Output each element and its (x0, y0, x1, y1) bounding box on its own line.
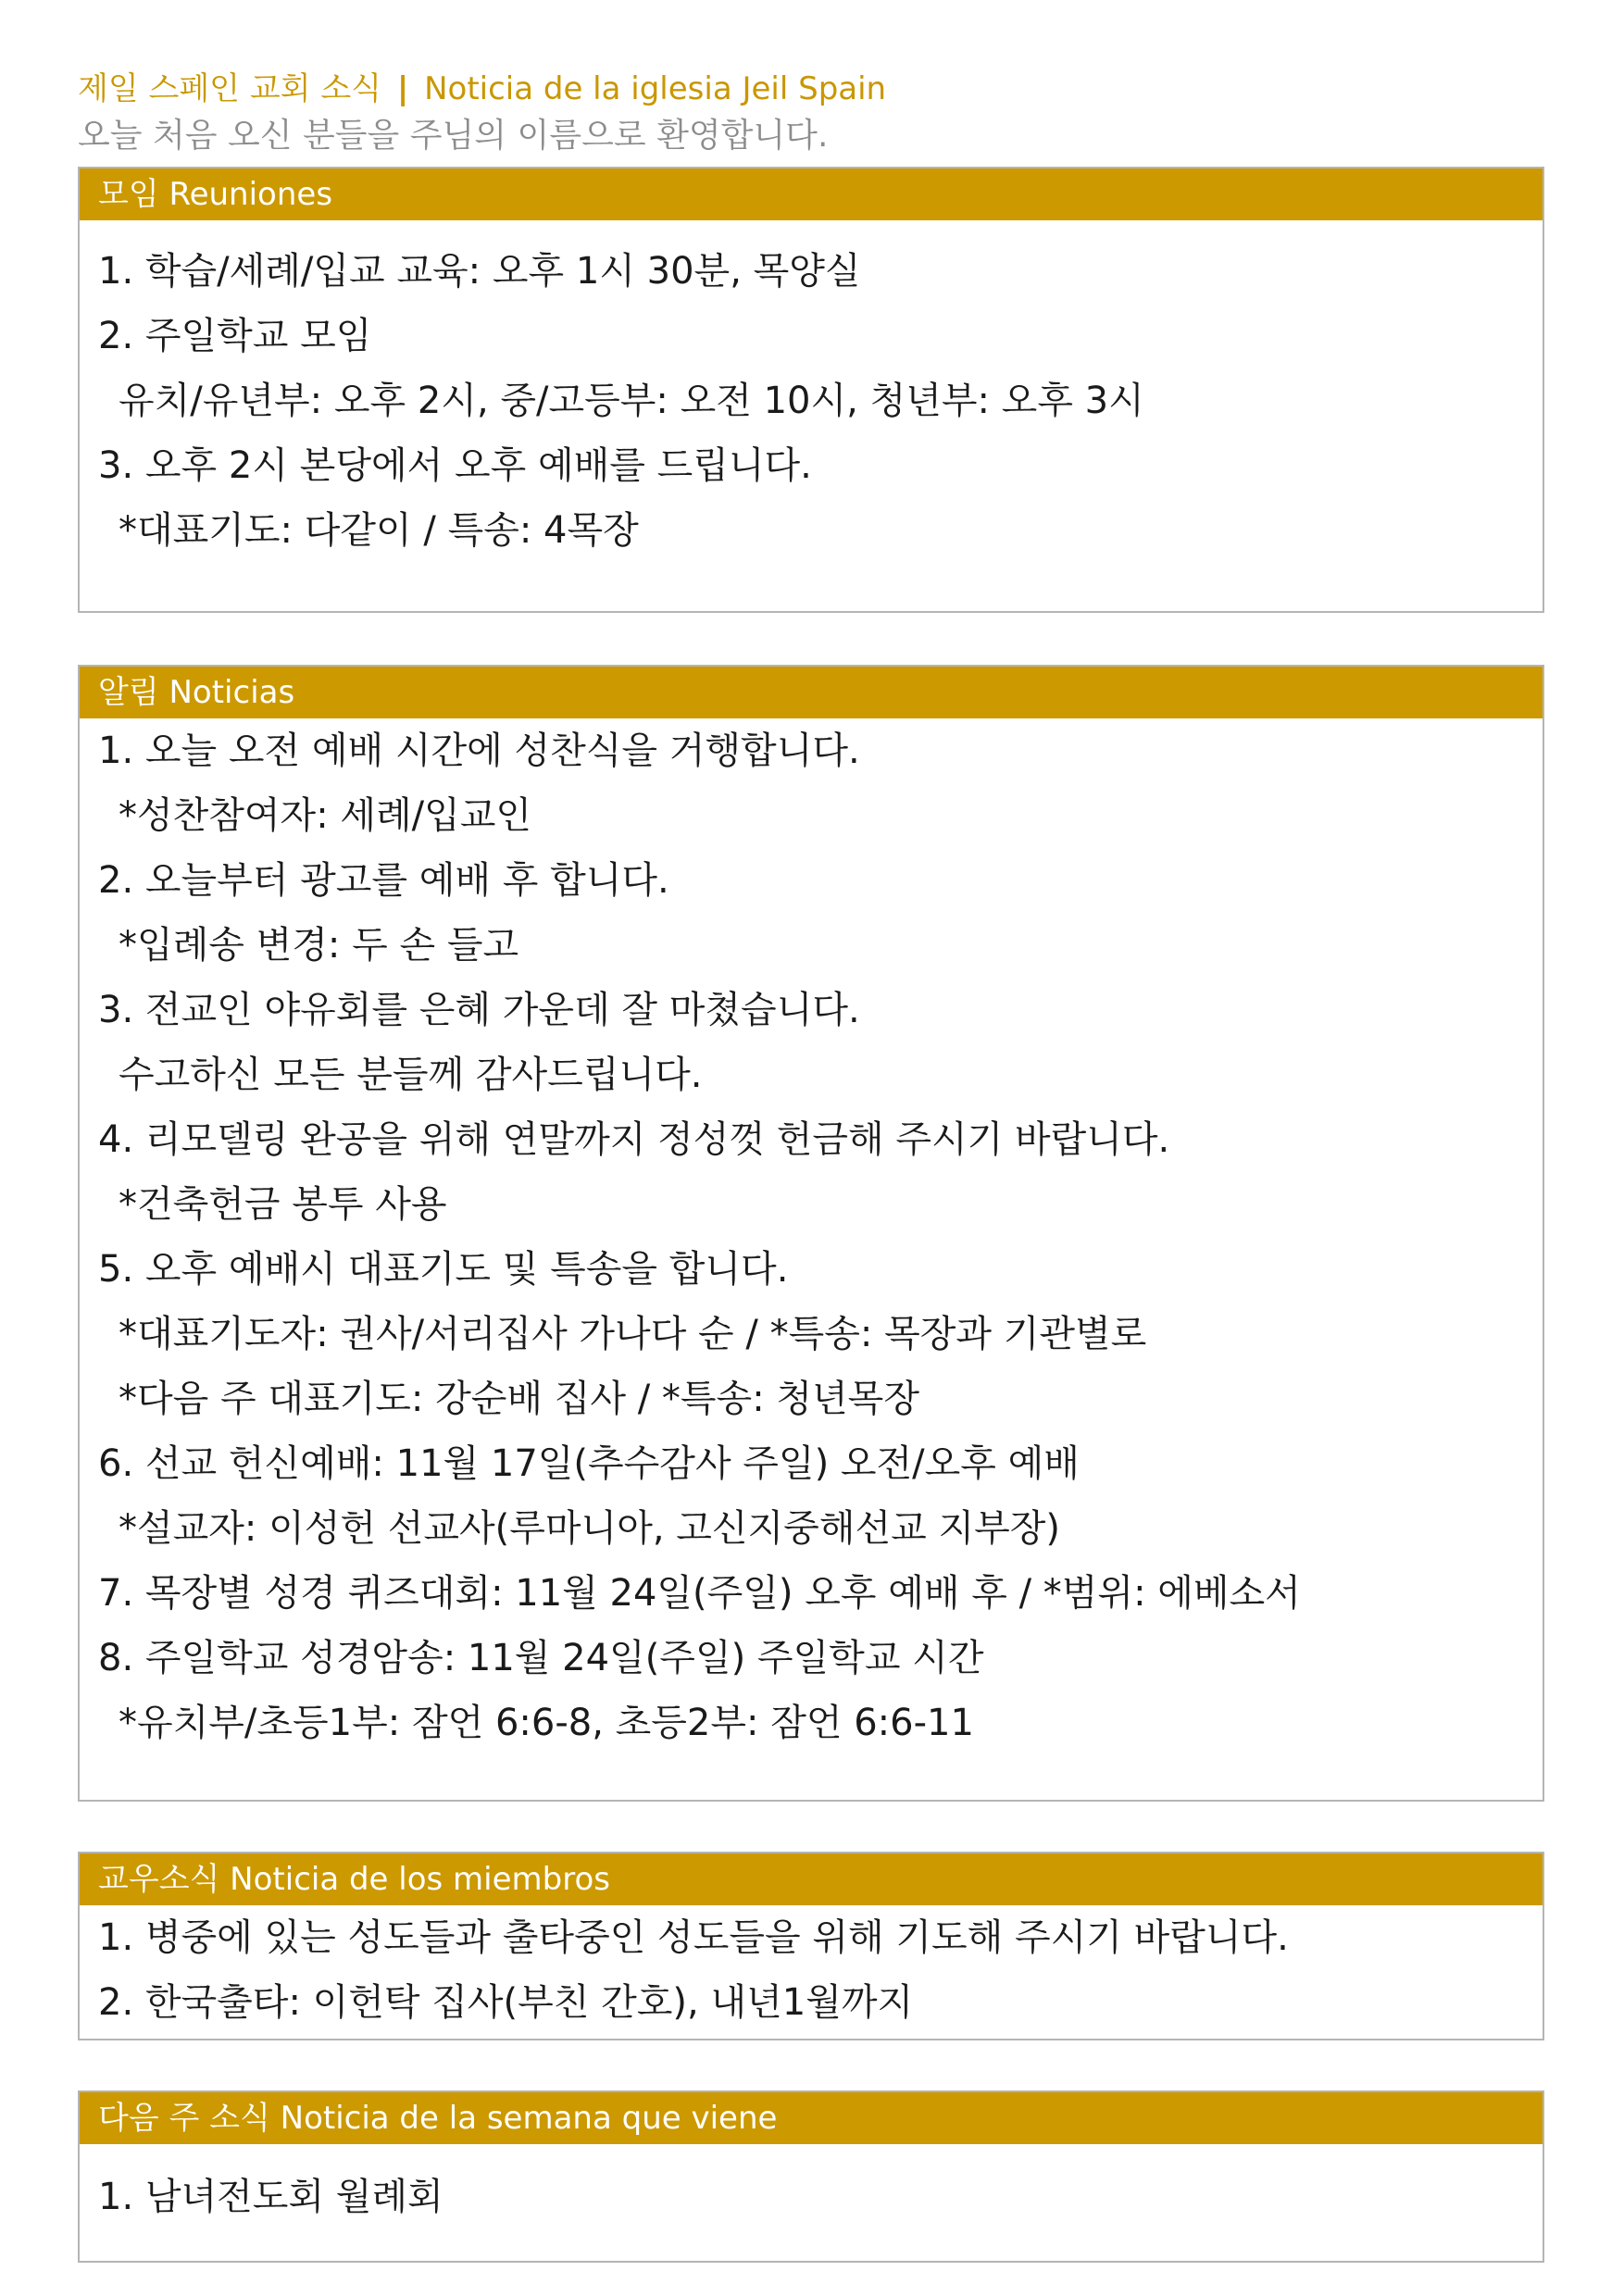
title-spanish: Noticia de la iglesia Jeil Spain (424, 70, 887, 107)
list-item: 4. 리모델링 완공을 위해 연말까지 정성껏 헌금해 주시기 바랍니다. (98, 1118, 1170, 1161)
list-item: 6. 선교 헌신예배: 11월 17일(추수감사 주일) 오전/오후 예배 (98, 1442, 1080, 1485)
list-item-detail: *다음 주 대표기도: 강순배 집사 / *특송: 청년목장 (119, 1378, 919, 1420)
section-header-noticias: 알림 Noticias (80, 667, 1543, 718)
list-item: 2. 오늘부터 광고를 예배 후 합니다. (98, 859, 669, 902)
list-item: 2. 한국출타: 이헌탁 집사(부친 간호), 내년1월까지 (98, 1981, 914, 2024)
section-header-miembros: 교우소식 Noticia de los miembros (80, 1853, 1543, 1905)
list-item-detail: *건축헌금 봉투 사용 (119, 1183, 447, 1226)
list-item: 1. 병중에 있는 성도들과 출타중인 성도들을 위해 기도해 주시기 바랍니다. (98, 1916, 1289, 1959)
section-noticias (78, 665, 1544, 1802)
title-korean: 제일 스페인 교회 소식 (78, 70, 382, 107)
list-item-detail: *설교자: 이성헌 선교사(루마니아, 고신지중해선교 지부장) (119, 1507, 1060, 1550)
list-item: 1. 학습/세례/입교 교육: 오후 1시 30분, 목양실 (98, 250, 861, 293)
list-item-detail: *성찬참여자: 세례/입교인 (119, 794, 532, 837)
section-header-reuniones: 모임 Reuniones (80, 168, 1543, 220)
list-item: 7. 목장별 성경 퀴즈대회: 11월 24일(주일) 오후 예배 후 / *범위: 에베소서 (98, 1572, 1301, 1615)
section-body-miembros (80, 1905, 1543, 2035)
section-reuniones (78, 167, 1544, 613)
list-item: 8. 주일학교 성경암송: 11월 24일(주일) 주일학교 시간 (98, 1637, 984, 1679)
list-item-detail: 유치/유년부: 오후 2시, 중/고등부: 오전 10시, 청년부: 오후 3시 (119, 380, 1144, 422)
section-body-noticias (80, 718, 1543, 1755)
bulletin-title (78, 65, 1559, 113)
bulletin-header (78, 65, 1559, 159)
list-item-detail: *입례송 변경: 두 손 들고 (119, 924, 519, 967)
section-body-proxima (80, 2144, 1543, 2229)
list-item: 3. 전교인 야유회를 은혜 가운데 잘 마쳤습니다. (98, 989, 860, 1031)
list-item: 1. 남녀전도회 월례회 (98, 2176, 443, 2218)
list-item-detail: *대표기도: 다같이 / 특송: 4목장 (119, 509, 639, 552)
title-separator: | (396, 70, 409, 107)
list-item: 3. 오후 2시 본당에서 오후 예배를 드립니다. (98, 444, 812, 487)
welcome-subtitle: 오늘 처음 오신 분들을 주님의 이름으로 환영합니다. (78, 117, 829, 155)
list-item: 2. 주일학교 모임 (98, 315, 372, 357)
section-miembros (78, 1852, 1544, 2040)
list-item-detail: *유치부/초등1부: 잠언 6:6-8, 초등2부: 잠언 6:6-11 (119, 1702, 974, 1744)
list-item-detail: *대표기도자: 권사/서리집사 가나다 순 / *특송: 목장과 기관별로 (119, 1313, 1147, 1355)
section-body-reuniones (80, 220, 1543, 563)
section-proxima (78, 2090, 1544, 2263)
list-item: 1. 오늘 오전 예배 시간에 성찬식을 거행합니다. (98, 730, 860, 772)
list-item-detail: 수고하신 모든 분들께 감사드립니다. (119, 1054, 703, 1096)
list-item: 5. 오후 예배시 대표기도 및 특송을 합니다. (98, 1248, 789, 1291)
section-header-proxima: 다음 주 소식 Noticia de la semana que viene (80, 2092, 1543, 2144)
